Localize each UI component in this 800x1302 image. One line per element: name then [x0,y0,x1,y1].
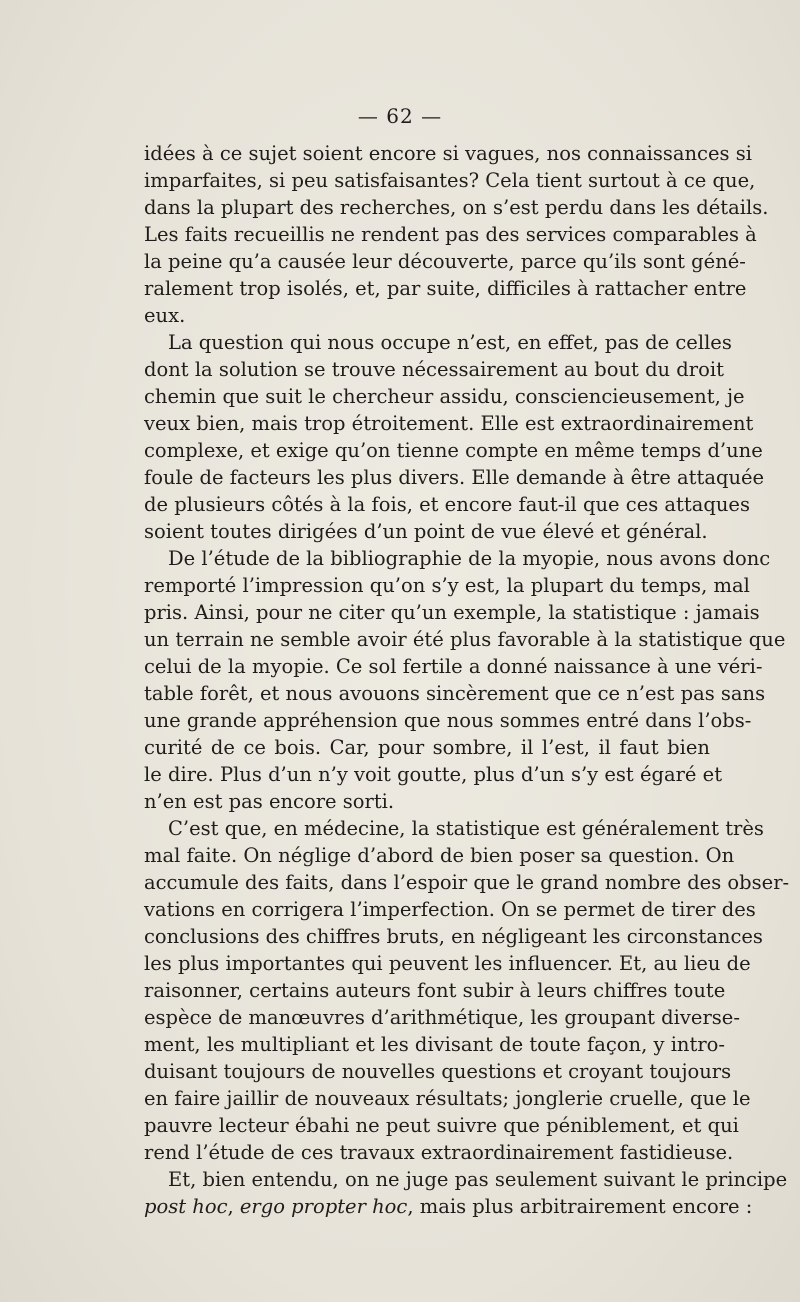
text-line: les plus importantes qui peuvent les influencer. Et, au lieu de [144,952,751,975]
text-line: ment, les multipliant et les divisant de toute façon, y intro- [144,1033,725,1056]
text-line: un terrain ne semble avoir été plus favorable à la statistique que [144,628,786,651]
latin-phrase-1: post hoc [144,1195,228,1218]
text-line: pris. Ainsi, pour ne citer qu’un exemple, la statistique : jamais [144,601,760,624]
text-line: conclusions des chiffres bruts, en négligeant les circonstances [144,925,763,948]
text-line: dont la solution se trouve nécessairement au bout du droit [144,358,724,381]
text-line: De l’étude de la bibliographie de la myopie, nous avons donc [168,547,771,570]
text-line: curité de ce bois. Car, pour sombre, il l’est, il faut bien [144,736,710,759]
text-line: espèce de manœuvres d’arithmétique, les groupant diverse- [144,1006,740,1029]
text-line: de plusieurs côtés à la fois, et encore faut-il que ces attaques [144,493,750,516]
text-line: pauvre lecteur ébahi ne peut suivre que péniblement, et qui [144,1114,739,1137]
text-line: La question qui nous occupe n’est, en effet, pas de celles [168,331,732,354]
text-line: une grande appréhension que nous sommes entré dans l’obs- [144,709,752,732]
text-line: ralement trop isolés, et, par suite, difficiles à rattacher entre [144,277,747,300]
text-line: imparfaites, si peu satisfaisantes? Cela tient surtout à ce que, [144,169,756,192]
text-line: table forêt, et nous avouons sincèrement que ce n’est pas sans [144,682,766,705]
text-line: n’en est pas encore sorti. [144,790,395,813]
text-line: dans la plupart des recherches, on s’est perdu dans les détails. [144,196,769,219]
text-line: en faire jaillir de nouveaux résultats; jonglerie cruelle, que le [144,1087,751,1110]
text-line: eux. [144,304,186,327]
text-line-final [144,1193,753,1220]
text-line: accumule des faits, dans l’espoir que le grand nombre des obser- [144,871,790,894]
text-line: la peine qu’a causée leur découverte, parce qu’ils sont géné- [144,250,746,273]
latin-phrase-2: ergo propter hoc [239,1195,408,1218]
page-number: — 62 — [357,104,443,128]
text-line: rend l’étude de ces travaux extraordinairement fastidieuse. [144,1141,734,1164]
text-line: veux bien, mais trop étroitement. Elle est extraordinairement [144,412,754,435]
text-line: remporté l’impression qu’on s’y est, la plupart du temps, mal [144,574,750,597]
text-line: mal faite. On néglige d’abord de bien poser sa question. On [144,844,735,867]
text-line: complexe, et exige qu’on tienne compte en même temps d’une [144,439,763,462]
text-line: chemin que suit le chercheur assidu, consciencieusement, je [144,385,745,408]
text-line: idées à ce sujet soient encore si vagues, nos connaissances si [144,142,752,165]
text-line: vations en corrigera l’imperfection. On se permet de tirer des [144,898,756,921]
text-line: duisant toujours de nouvelles questions et croyant toujours [144,1060,732,1083]
text-line: Les faits recueillis ne rendent pas des services comparables à [144,223,757,246]
text-line: soient toutes dirigées d’un point de vue élevé et général. [144,520,708,543]
text-line: le dire. Plus d’un n’y voit goutte, plus d’un s’y est égaré et [144,763,723,786]
line-remainder: , mais plus arbitrairement encore : [407,1195,753,1218]
separator: , [227,1195,240,1218]
text-line: raisonner, certains auteurs font subir à leurs chiffres toute [144,979,726,1002]
text-line: Et, bien entendu, on ne juge pas seulement suivant le principe [168,1168,788,1191]
text-line: celui de la myopie. Ce sol fertile a donné naissance à une véri- [144,655,763,678]
text-line: C’est que, en médecine, la statistique est généralement très [168,817,764,840]
body-text [144,140,790,1220]
text-line: foule de facteurs les plus divers. Elle demande à être attaquée [144,466,765,489]
